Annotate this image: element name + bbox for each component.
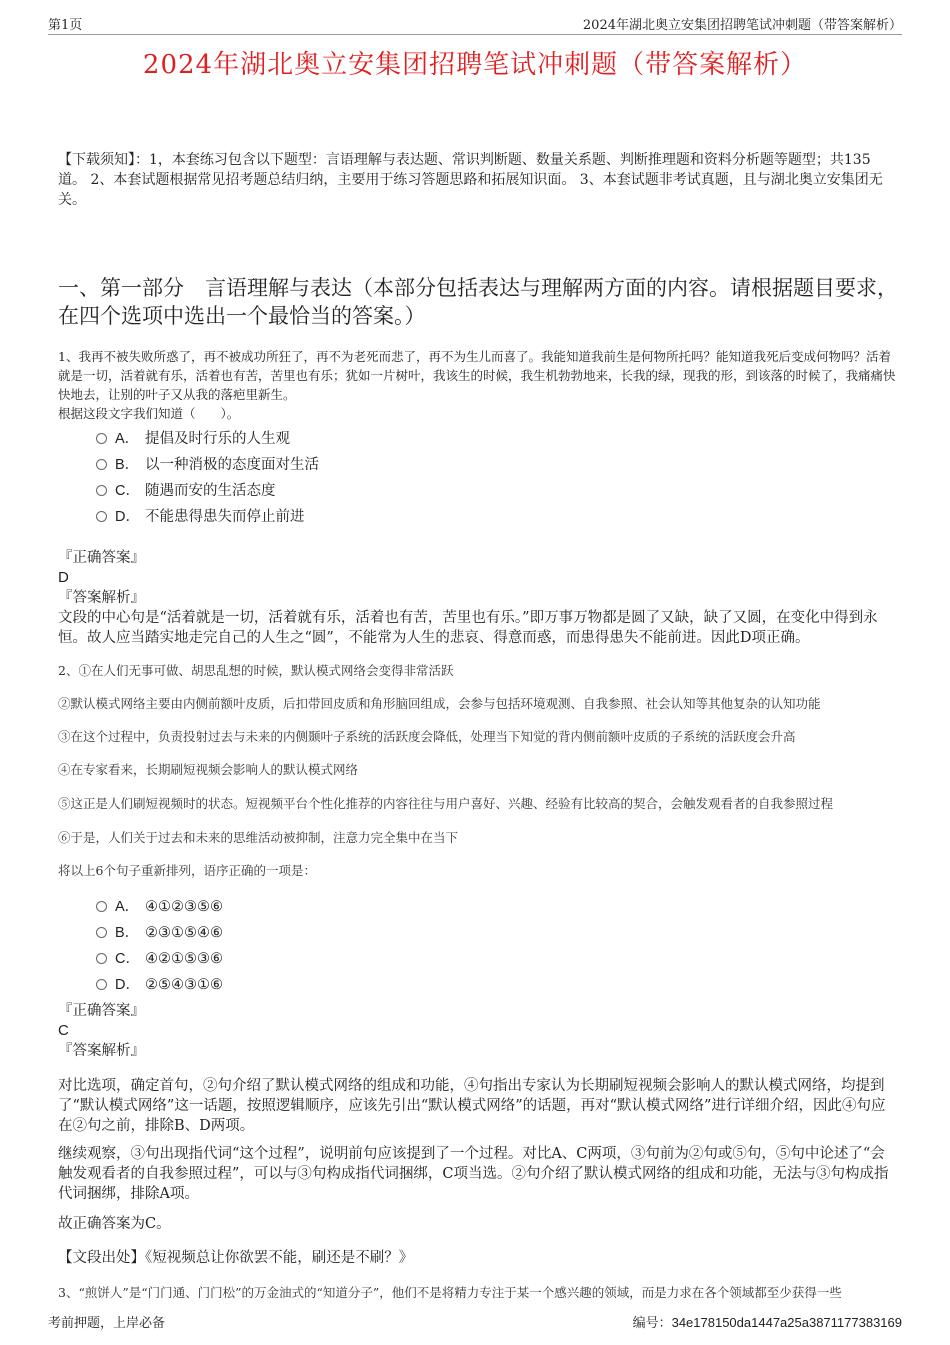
question-1-options <box>96 426 796 530</box>
q2-line: ④在专家看来，长期刷短视频会影响人的默认模式网络 <box>58 762 359 777</box>
q2-option-c[interactable]: C． ④②①⑤③⑥ <box>96 946 796 972</box>
question-3-text: 3、“煎饼人”是“门门通、门门松”的万金油式的“知道分子”，他们不是将精力专注于某一个感兴趣的领域，而是力求在各个领域都至少获得一些 <box>58 1285 842 1300</box>
analysis-paragraph: 对比选项，确定首句，②句介绍了默认模式网络的组成和功能，④句指出专家认为长期刷短视频会影响人的默认模式网络，均提到了“默认模式网络”这一话题，按照逻辑顺序，应该先引出“默认模式网络”的话题，再对“默认模式网络”进行详细介绍，因此④句应在②句之前，排除B、D两项。 <box>58 1078 886 1134</box>
q2-prompt: 将以上6个句子重新排列，语序正确的一项是： <box>58 863 316 878</box>
q1-option-d[interactable]: D． 不能患得患失而停止前进 <box>96 504 796 530</box>
q2-line: ③在这个过程中，负责投射过去与未来的内侧颞叶子系统的活跃度会降低，处理当下知觉的背内侧前额叶皮质的子系统的活跃度会升高 <box>58 729 796 744</box>
q1-option-c[interactable]: C． 随遇而安的生活态度 <box>96 478 796 504</box>
radio-button[interactable] <box>96 511 107 522</box>
analysis-conclusion: 故正确答案为C。 <box>58 1216 171 1232</box>
radio-button[interactable] <box>96 433 107 444</box>
radio-button[interactable] <box>96 927 107 938</box>
radio-button[interactable] <box>96 901 107 912</box>
q2-option-d[interactable]: D． ②⑤④③①⑥ <box>96 972 796 998</box>
question-1-text <box>58 347 903 423</box>
radio-button[interactable] <box>96 979 107 990</box>
passage-source: 【文段出处】《短视频总让你欲罢不能，刷还是不刷？》 <box>58 1250 414 1266</box>
correct-answer: C <box>58 1022 69 1039</box>
analysis-label: 『答案解析』 <box>58 590 145 606</box>
analysis-label: 『答案解析』 <box>58 1043 145 1059</box>
section-heading: 一、第一部分 言语理解与表达（本部分包括表达与理解两方面的内容。请根据题目要求，在四个选项中选出一个最恰当的答案。） <box>58 276 898 328</box>
question-2-options <box>96 894 796 998</box>
question-1-passage: 1、我再不被失败所惑了，再不被成功所狂了，再不为老死而悲了，再不为生儿而喜了。我能知道我前生是何物所托吗？能知道我死后变成何物吗？活着就是一切，活着就有乐，活着也有苦，苦里也有乐；犹如一片树叶，我该生的时候，我生机勃勃地来，长我的绿，现我的形，到该落的时候了，我痛痛快快地去，让别的叶子又从我的落疤里新生。 <box>58 349 896 402</box>
q1-option-a[interactable]: A． 提倡及时行乐的人生观 <box>96 426 796 452</box>
q2-line: ⑥于是，人们关于过去和未来的思维活动被抑制，注意力完全集中在当下 <box>58 830 459 845</box>
question-2-answer-block <box>58 1001 898 1061</box>
radio-button[interactable] <box>96 459 107 470</box>
page-number: 第1页 <box>48 18 83 33</box>
q2-line: ⑤这正是人们刷短视频时的状态。短视频平台个性化推荐的内容往往与用户喜好、兴趣、经验有比较高的契合，会触发观看者的自我参照过程 <box>58 796 834 811</box>
correct-answer: D <box>58 569 69 586</box>
q2-line: ②默认模式网络主要由内侧前额叶皮质，后扣带回皮质和角形脑回组成，会参与包括环境观测、自我参照、社会认知等其他复杂的认知功能 <box>58 696 821 711</box>
question-1-answer-block <box>58 548 898 648</box>
radio-button[interactable] <box>96 953 107 964</box>
page-title: 2024年湖北奥立安集团招聘笔试冲刺题（带答案解析） <box>142 50 808 80</box>
analysis-paragraph: 继续观察，③句出现指代词“这个过程”，说明前句应该提到了一个过程。对比A、C两项，③句前为②句或⑤句，⑤句中论述了“会触发观看者的自我参照过程”，可以与③句构成指代词捆绑，C项当选。②句介绍了默认模式网络的组成和功能，无法与③句构成指代词捆绑，排除A项。 <box>58 1146 889 1202</box>
footer-code: 编号：34e178150da1447a25a3871177383169 <box>632 1315 902 1331</box>
q1-option-b[interactable]: B． 以一种消极的态度面对生活 <box>96 452 796 478</box>
answer-label: 『正确答案』 <box>58 1003 145 1019</box>
analysis-text: 文段的中心句是“活着就是一切，活着就有乐，活着也有苦，苦里也有乐。”即万事万物都是圆了又缺，缺了又圆，在变化中得到永恒。故人应当踏实地走完自己的人生之“圆”，不能常为人生的悲哀、得意而惑，而患得患失不能前进。因此D项正确。 <box>58 610 878 646</box>
page-header <box>48 14 902 35</box>
question-1-prompt: 根据这段文字我们知道（ ）。 <box>58 406 240 421</box>
q2-option-b[interactable]: B． ②③①⑤④⑥ <box>96 920 796 946</box>
footer-slogan: 考前押题，上岸必备 <box>48 1316 166 1331</box>
radio-button[interactable] <box>96 485 107 496</box>
q2-option-a[interactable]: A． ④①②③⑤⑥ <box>96 894 796 920</box>
header-doc-title: 2024年湖北奥立安集团招聘笔试冲刺题（带答案解析） <box>582 18 902 33</box>
download-notice: 【下载须知】：1，本套练习包含以下题型：言语理解与表达题、常识判断题、数量关系题、判断推理题和资料分析题等题型；共135道。 2、本套试题根据常见招考题总结归纳，主要用于练习答题思路和拓展知识面。 3、本套试题非考试真题，且与湖北奥立安集团无关。 <box>58 152 883 208</box>
answer-label: 『正确答案』 <box>58 550 145 566</box>
q2-line: 2、①在人们无事可做、胡思乱想的时候，默认模式网络会变得非常活跃 <box>58 663 454 678</box>
